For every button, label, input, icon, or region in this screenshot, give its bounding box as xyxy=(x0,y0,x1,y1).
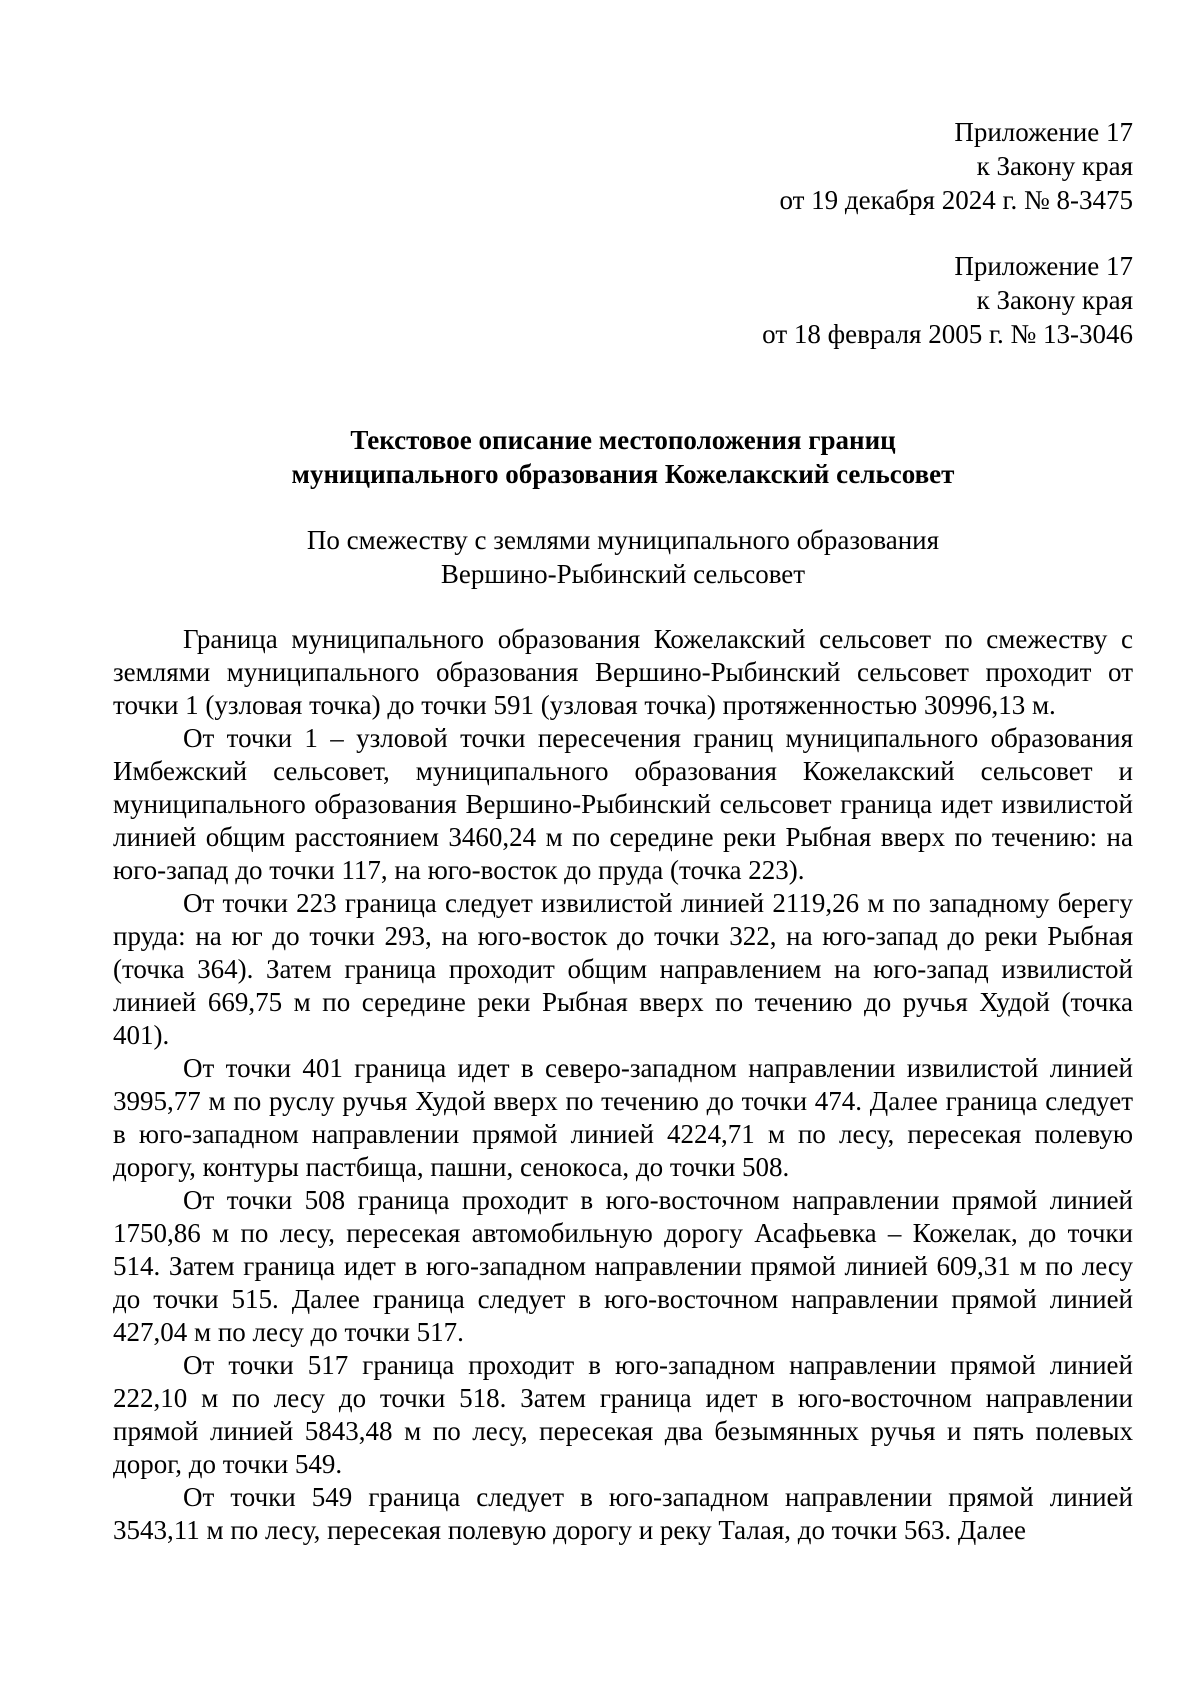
appendix-header-original xyxy=(113,249,1133,351)
body-paragraph-3: От точки 223 граница следует извилистой линией 2119,26 м по западному берегу пруда: на юг до точки 293, на юго-восток до точки 322, на юго-запад до реки Рыбная (точка 364). Затем граница проходит общим направлением на юго-запад извилистой линией 669,75 м по середине реки Рыбная вверх по течению до ручья Худой (точка 401). xyxy=(113,888,1133,1050)
appendix-header-current xyxy=(113,115,1133,217)
document-title xyxy=(113,423,1133,491)
appendix-law-reference: к Закону края xyxy=(976,151,1133,181)
section-subtitle-line-1: По смежеству с землями муниципального образования xyxy=(306,525,940,555)
appendix-law-date-original: от 18 февраля 2005 г. № 13-3046 xyxy=(762,319,1133,349)
appendix-law-date: от 19 декабря 2024 г. № 8-3475 xyxy=(779,185,1133,215)
document-content xyxy=(113,115,1133,1547)
document-title-line-1: Текстовое описание местоположения границ xyxy=(350,425,896,455)
body-paragraph-1: Граница муниципального образования Кожелакский сельсовет по смежеству с землями муниципального образования Вершино-Рыбинский сельсовет проходит от точки 1 (узловая точка) до точки 591 (узловая точка) протяженностью 30996,13 м. xyxy=(113,624,1133,720)
appendix-number-original: Приложение 17 xyxy=(954,251,1133,281)
appendix-law-reference-original: к Закону края xyxy=(976,285,1133,315)
body-paragraph-7: От точки 549 граница следует в юго-западном направлении прямой линией 3543,11 м по лесу, пересекая полевую дорогу и реку Талая, до точки 563. Далее xyxy=(113,1482,1133,1545)
document-body xyxy=(113,623,1133,1547)
body-paragraph-4: От точки 401 граница идет в северо-западном направлении извилистой линией 3995,77 м по руслу ручья Худой вверх по течению до точки 474. Далее граница следует в юго-западном направлении прямой линией 4224,71 м по лесу, пересекая полевую дорогу, контуры пастбища, пашни, сенокоса, до точки 508. xyxy=(113,1053,1133,1182)
body-paragraph-2: От точки 1 – узловой точки пересечения границ муниципального образования Имбежский сельсовет, муниципального образования Кожелакский сельсовет и муниципального образования Вершино-Рыбинский сельсовет граница идет извилистой линией общим расстоянием 3460,24 м по середине реки Рыбная вверх по течению: на юго-запад до точки 117, на юго-восток до пруда (точка 223). xyxy=(113,723,1133,885)
section-subtitle xyxy=(113,523,1133,591)
appendix-number: Приложение 17 xyxy=(954,117,1133,147)
body-paragraph-5: От точки 508 граница проходит в юго-восточном направлении прямой линией 1750,86 м по лесу, пересекая автомобильную дорогу Асафьевка – Кожелак, до точки 514. Затем граница идет в юго-западном направлении прямой линией 609,31 м по лесу до точки 515. Далее граница следует в юго-восточном направлении прямой линией 427,04 м по лесу до точки 517. xyxy=(113,1185,1133,1347)
document-title-line-2: муниципального образования Кожелакский сельсовет xyxy=(291,459,955,489)
section-subtitle-line-2: Вершино-Рыбинский сельсовет xyxy=(440,559,806,589)
body-paragraph-6: От точки 517 граница проходит в юго-западном направлении прямой линией 222,10 м по лесу до точки 518. Затем граница идет в юго-восточном направлении прямой линией 5843,48 м по лесу, пересекая два безымянных ручья и пять полевых дорог, до точки 549. xyxy=(113,1350,1133,1479)
